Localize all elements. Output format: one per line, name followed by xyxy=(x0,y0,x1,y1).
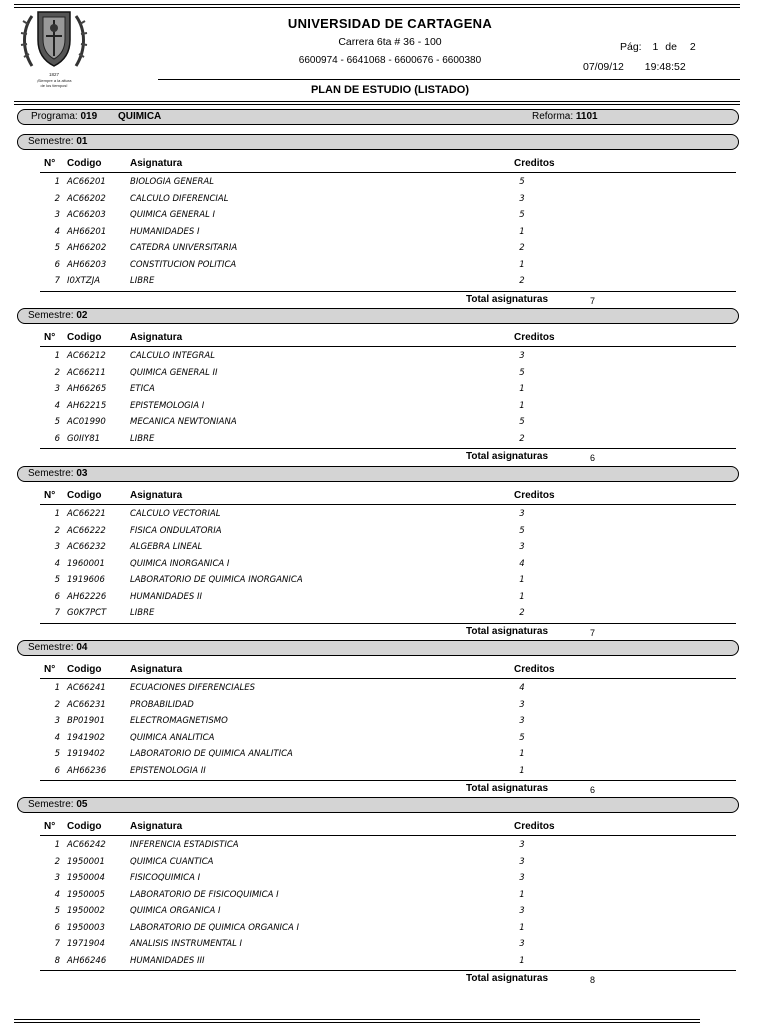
course-number: 5 xyxy=(54,906,60,916)
col-header-credits: Creditos xyxy=(514,332,555,343)
total-value: 6 xyxy=(590,453,596,463)
col-header-n: N° xyxy=(44,821,56,832)
col-header-subject: Asignatura xyxy=(130,158,183,169)
course-code: 1950003 xyxy=(67,922,105,933)
course-credits: 5 xyxy=(519,367,525,378)
semester-label: Semestre: xyxy=(28,310,74,321)
course-code: AC66241 xyxy=(67,683,106,693)
course-row xyxy=(0,506,768,522)
col-header-code: Codigo xyxy=(67,332,102,343)
course-name: EPISTEMOLOGIA I xyxy=(130,400,205,411)
course-name: CALCULO DIFERENCIAL xyxy=(130,193,229,204)
top-rule-2 xyxy=(14,7,740,8)
semester-end-rule xyxy=(40,448,736,449)
course-code: 1950005 xyxy=(67,889,105,900)
course-credits: 3 xyxy=(519,906,525,916)
semester-number: 03 xyxy=(76,468,88,479)
course-row xyxy=(0,431,768,447)
title-rule xyxy=(158,79,740,80)
course-credits: 2 xyxy=(519,608,525,618)
course-number: 4 xyxy=(54,889,60,900)
course-code: AC66232 xyxy=(67,542,106,552)
column-header-rule xyxy=(40,346,736,347)
course-row xyxy=(0,870,768,886)
course-code: AC66202 xyxy=(67,193,106,204)
course-credits: 5 xyxy=(519,732,525,743)
course-row xyxy=(0,381,768,397)
course-name: ALGEBRA LINEAL xyxy=(130,542,203,552)
col-header-subject: Asignatura xyxy=(130,332,183,343)
course-row xyxy=(0,953,768,969)
university-name: UNIVERSIDAD DE CARTAGENA xyxy=(287,16,493,31)
course-code: AH66201 xyxy=(67,226,107,237)
page-de: de xyxy=(665,41,677,53)
course-name: FISICOQUIMICA I xyxy=(130,873,201,883)
course-credits: 3 xyxy=(519,939,525,949)
course-name: LABORATORIO DE QUIMICA ANALITICA xyxy=(130,749,293,759)
course-code: 1960001 xyxy=(67,558,105,569)
course-name: QUIMICA CUANTICA xyxy=(130,856,214,867)
col-header-credits: Creditos xyxy=(514,158,555,169)
course-name: ETICA xyxy=(130,384,155,394)
course-code: I0XTZJA xyxy=(67,276,101,286)
program-code: 019 xyxy=(80,111,98,122)
course-name: QUIMICA ANALITICA xyxy=(130,732,215,743)
course-name: HUMANIDADES II xyxy=(130,591,203,602)
course-code: 1950001 xyxy=(67,856,105,867)
course-number: 1 xyxy=(54,683,60,693)
course-name: ANALISIS INSTRUMENTAL I xyxy=(130,939,243,949)
course-number: 4 xyxy=(54,400,60,411)
semester-label: Semestre: xyxy=(28,642,74,653)
page-total: 2 xyxy=(689,41,696,53)
course-code: AH66203 xyxy=(67,259,107,270)
course-credits: 3 xyxy=(519,542,525,552)
course-row xyxy=(0,273,768,289)
course-row xyxy=(0,697,768,713)
course-row xyxy=(0,240,768,256)
program-bar xyxy=(17,109,739,125)
svg-text:1827: 1827 xyxy=(48,72,60,77)
course-name: CONSTITUCION POLITICA xyxy=(130,259,237,270)
col-header-credits: Creditos xyxy=(514,821,555,832)
course-number: 1 xyxy=(54,509,60,519)
course-code: AH62226 xyxy=(67,591,107,602)
course-row xyxy=(0,903,768,919)
course-number: 4 xyxy=(54,558,60,569)
course-row xyxy=(0,837,768,853)
header-bottom-rule xyxy=(14,101,740,102)
course-credits: 1 xyxy=(519,591,525,602)
col-header-n: N° xyxy=(44,664,56,675)
col-header-n: N° xyxy=(44,332,56,343)
report-date: 07/09/12 xyxy=(583,61,624,73)
university-phones: 6600974 - 6641068 - 6600676 - 6600380 xyxy=(298,55,482,66)
semester-number: 05 xyxy=(76,799,88,810)
course-name: LABORATORIO DE FISICOQUIMICA I xyxy=(130,889,279,900)
course-name: LIBRE xyxy=(130,276,155,286)
course-credits: 3 xyxy=(519,873,525,883)
report-time: 19:48:52 xyxy=(644,61,686,73)
col-header-credits: Creditos xyxy=(514,490,555,501)
course-name: MECANICA NEWTONIANA xyxy=(130,417,237,427)
course-credits: 1 xyxy=(519,889,525,900)
course-number: 3 xyxy=(54,384,60,394)
course-number: 3 xyxy=(54,542,60,552)
course-number: 4 xyxy=(54,732,60,743)
course-number: 5 xyxy=(54,417,60,427)
semester-bar xyxy=(17,640,739,656)
course-number: 2 xyxy=(54,193,60,204)
course-number: 8 xyxy=(54,955,60,966)
course-number: 7 xyxy=(54,939,60,949)
column-header-rule xyxy=(40,504,736,505)
course-name: QUIMICA INORGANICA I xyxy=(130,558,230,569)
course-row xyxy=(0,763,768,779)
course-credits: 3 xyxy=(519,699,525,710)
course-row xyxy=(0,174,768,190)
course-row xyxy=(0,207,768,223)
program-name: QUIMICA xyxy=(117,111,162,122)
course-number: 4 xyxy=(54,226,60,237)
course-credits: 5 xyxy=(519,210,525,220)
semester-label: Semestre: xyxy=(28,136,74,147)
course-code: AH66202 xyxy=(67,243,107,253)
course-code: AC01990 xyxy=(67,417,106,427)
course-row xyxy=(0,680,768,696)
semester-bar xyxy=(17,308,739,324)
column-header-rule xyxy=(40,172,736,173)
course-code: G0K7PCT xyxy=(67,608,107,618)
course-name: HUMANIDADES III xyxy=(130,955,205,966)
course-name: EPISTENOLOGIA II xyxy=(130,765,206,776)
course-number: 1 xyxy=(54,351,60,361)
course-row xyxy=(0,348,768,364)
course-code: BP01901 xyxy=(67,716,105,726)
course-row xyxy=(0,398,768,414)
course-number: 3 xyxy=(54,873,60,883)
course-number: 1 xyxy=(54,840,60,850)
course-row xyxy=(0,746,768,762)
course-row xyxy=(0,257,768,273)
course-credits: 3 xyxy=(519,716,525,726)
course-credits: 1 xyxy=(519,922,525,933)
semester-bar xyxy=(17,134,739,150)
course-row xyxy=(0,365,768,381)
course-credits: 5 xyxy=(519,177,525,187)
course-name: LABORATORIO DE QUIMICA INORGANICA xyxy=(130,575,303,585)
course-name: QUIMICA GENERAL I xyxy=(130,210,216,220)
course-row xyxy=(0,556,768,572)
course-name: CALCULO VECTORIAL xyxy=(130,509,221,519)
course-code: AH66265 xyxy=(67,384,107,394)
course-name: LIBRE xyxy=(130,608,155,618)
col-header-code: Codigo xyxy=(67,821,102,832)
col-header-code: Codigo xyxy=(67,490,102,501)
course-number: 2 xyxy=(54,525,60,536)
course-row xyxy=(0,730,768,746)
course-number: 5 xyxy=(54,243,60,253)
course-credits: 5 xyxy=(519,417,525,427)
course-name: CALCULO INTEGRAL xyxy=(130,351,215,361)
course-code: AC66203 xyxy=(67,210,106,220)
course-credits: 3 xyxy=(519,509,525,519)
footer-rule xyxy=(14,1019,700,1020)
svg-text:¡Siempre a la altura: ¡Siempre a la altura xyxy=(36,78,72,83)
total-label: Total asignaturas xyxy=(466,625,549,637)
course-code: AC66212 xyxy=(67,351,106,361)
course-row xyxy=(0,887,768,903)
total-label: Total asignaturas xyxy=(466,973,549,984)
course-row xyxy=(0,414,768,430)
course-row xyxy=(0,589,768,605)
course-number: 7 xyxy=(54,276,60,286)
course-name: HUMANIDADES I xyxy=(130,226,200,237)
semester-end-rule xyxy=(40,970,736,971)
course-credits: 1 xyxy=(519,765,525,776)
course-name: QUIMICA ORGANICA I xyxy=(130,906,221,916)
course-number: 7 xyxy=(54,608,60,618)
course-code: 1919606 xyxy=(67,575,105,585)
column-header-rule xyxy=(40,678,736,679)
course-code: 1919402 xyxy=(67,749,105,759)
course-number: 6 xyxy=(54,591,60,602)
top-rule xyxy=(14,4,740,5)
course-code: G0IIY81 xyxy=(67,433,101,444)
course-row xyxy=(0,936,768,952)
course-row xyxy=(0,539,768,555)
course-credits: 1 xyxy=(519,400,525,411)
course-row xyxy=(0,854,768,870)
course-credits: 2 xyxy=(519,243,525,253)
course-code: 1950004 xyxy=(67,873,105,883)
semester-number: 02 xyxy=(76,310,88,321)
total-label: Total asignaturas xyxy=(466,783,549,794)
course-code: AC66242 xyxy=(67,840,106,850)
course-name: BIOLOGIA GENERAL xyxy=(130,177,214,187)
col-header-n: N° xyxy=(44,490,56,501)
course-credits: 1 xyxy=(519,575,525,585)
semester-number: 01 xyxy=(76,136,88,147)
course-number: 6 xyxy=(54,765,60,776)
course-credits: 5 xyxy=(519,525,525,536)
total-label: Total asignaturas xyxy=(466,451,549,462)
course-name: QUIMICA GENERAL II xyxy=(130,367,218,378)
course-number: 3 xyxy=(54,210,60,220)
course-number: 5 xyxy=(54,575,60,585)
course-code: AC66211 xyxy=(67,367,106,378)
course-name: LIBRE xyxy=(130,433,155,444)
course-row xyxy=(0,523,768,539)
col-header-subject: Asignatura xyxy=(130,490,183,501)
course-code: 1971904 xyxy=(67,939,105,949)
course-number: 2 xyxy=(54,367,60,378)
svg-text:de los tiempos!: de los tiempos! xyxy=(40,83,68,88)
course-credits: 1 xyxy=(519,749,525,759)
university-address: Carrera 6ta # 36 - 100 xyxy=(338,36,442,48)
university-seal-logo xyxy=(18,6,90,94)
reform-label: Reforma: xyxy=(532,111,574,122)
total-value: 8 xyxy=(590,975,596,985)
course-number: 6 xyxy=(54,433,60,444)
course-credits: 1 xyxy=(519,955,525,966)
course-name: LABORATORIO DE QUIMICA ORGANICA I xyxy=(130,922,300,933)
course-name: ECUACIONES DIFERENCIALES xyxy=(130,683,256,693)
course-row xyxy=(0,713,768,729)
course-name: CATEDRA UNIVERSITARIA xyxy=(130,243,238,253)
report-title: PLAN DE ESTUDIO (LISTADO) xyxy=(310,84,470,96)
semester-bar xyxy=(17,466,739,482)
col-header-subject: Asignatura xyxy=(130,821,183,832)
col-header-code: Codigo xyxy=(67,158,102,169)
course-row xyxy=(0,572,768,588)
semester-end-rule xyxy=(40,291,736,292)
semester-label: Semestre: xyxy=(28,799,74,810)
semester-end-rule xyxy=(40,623,736,624)
program-label: Programa: xyxy=(31,111,78,122)
course-row xyxy=(0,191,768,207)
page-indicator xyxy=(620,41,696,53)
course-number: 6 xyxy=(54,922,60,933)
column-header-rule xyxy=(40,835,736,836)
course-name: FISICA ONDULATORIA xyxy=(130,525,222,536)
course-name: PROBABILIDAD xyxy=(130,699,194,710)
course-number: 1 xyxy=(54,177,60,187)
course-credits: 3 xyxy=(519,193,525,204)
course-credits: 4 xyxy=(519,683,525,693)
course-row xyxy=(0,605,768,621)
course-code: AC66221 xyxy=(67,509,106,519)
footer-rule-2 xyxy=(14,1022,700,1023)
semester-label: Semestre: xyxy=(28,468,74,479)
total-value: 7 xyxy=(590,295,596,306)
semester-number: 04 xyxy=(76,642,88,653)
total-value: 6 xyxy=(590,785,596,795)
course-number: 2 xyxy=(54,856,60,867)
total-value: 7 xyxy=(590,627,596,638)
course-code: AH66246 xyxy=(67,955,107,966)
col-header-subject: Asignatura xyxy=(130,664,183,675)
course-credits: 4 xyxy=(519,558,525,569)
col-header-credits: Creditos xyxy=(514,664,555,675)
course-number: 6 xyxy=(54,259,60,270)
report-datetime xyxy=(583,61,686,73)
course-number: 2 xyxy=(54,699,60,710)
page-label: Pág: xyxy=(620,41,642,53)
course-name: ELECTROMAGNETISMO xyxy=(130,716,228,726)
course-credits: 1 xyxy=(519,384,525,394)
course-code: 1950002 xyxy=(67,906,105,916)
course-code: AH62215 xyxy=(67,400,107,411)
course-row xyxy=(0,920,768,936)
course-number: 3 xyxy=(54,716,60,726)
reform-value: 1101 xyxy=(575,111,598,122)
course-credits: 1 xyxy=(519,259,525,270)
course-number: 5 xyxy=(54,749,60,759)
course-code: AC66231 xyxy=(67,699,106,710)
course-credits: 2 xyxy=(519,433,525,444)
course-name: INFERENCIA ESTADISTICA xyxy=(130,840,239,850)
col-header-n: N° xyxy=(44,158,56,169)
course-code: AC66222 xyxy=(67,525,106,536)
col-header-code: Codigo xyxy=(67,664,102,675)
course-credits: 1 xyxy=(519,226,525,237)
course-code: 1941902 xyxy=(67,732,105,743)
total-label: Total asignaturas xyxy=(466,293,549,305)
course-credits: 3 xyxy=(519,856,525,867)
course-code: AC66201 xyxy=(67,177,106,187)
header-bottom-rule-2 xyxy=(14,104,740,105)
course-credits: 3 xyxy=(519,840,525,850)
course-credits: 3 xyxy=(519,351,525,361)
course-row xyxy=(0,224,768,240)
course-code: AH66236 xyxy=(67,765,107,776)
page-current: 1 xyxy=(652,41,659,53)
course-credits: 2 xyxy=(519,276,525,286)
semester-end-rule xyxy=(40,780,736,781)
semester-bar xyxy=(17,797,739,813)
